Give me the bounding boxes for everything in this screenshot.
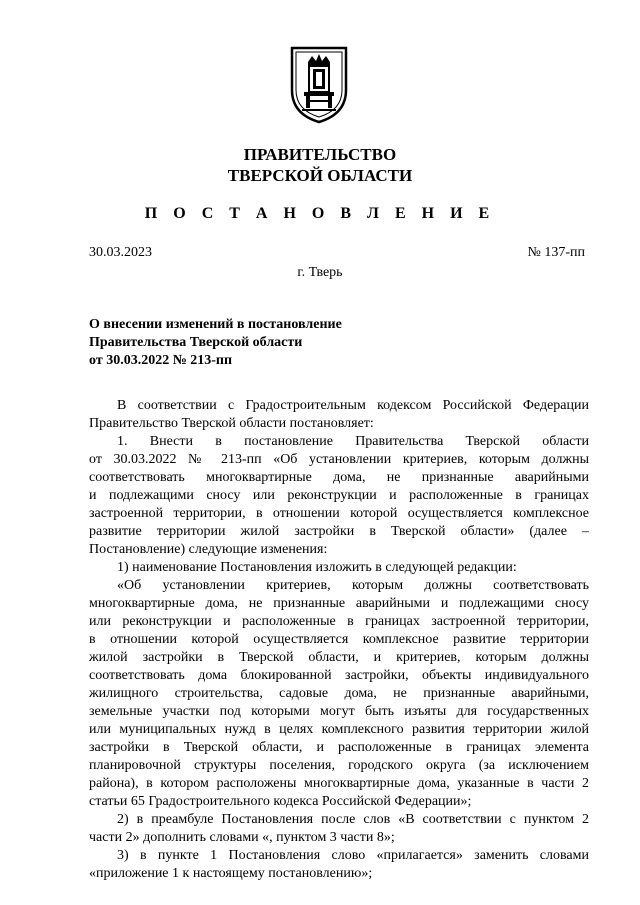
body-line: земельные участки под которыми могут быть изъяты для государственных	[89, 704, 589, 719]
body-line: «Об установлении критериев, которым должны соответствовать	[117, 578, 589, 593]
body-line: планировочной структуры поселения, городского округа (за исключением	[89, 758, 589, 773]
document-body	[89, 397, 589, 883]
body-line: 1. Внести в постановление Правительства Тверской области	[117, 434, 589, 449]
body-line: застройки в Тверской области, и расположенные в границах элемента	[89, 740, 589, 755]
body-line: 1) наименование Постановления изложить в следующей редакции:	[117, 560, 517, 575]
subject-line: от 30.03.2022 № 213-пп	[89, 353, 233, 368]
body-line: или реконструкции и расположенные в границах застроенной территории,	[89, 614, 589, 629]
body-line: 3) в пункте 1 Постановления слово «прилагается» заменить словами	[117, 848, 589, 863]
body-line: от 30.03.2022 № 213-пп «Об установлении критериев, которым должны	[89, 452, 589, 467]
document-city: г. Тверь	[297, 265, 343, 280]
document-subject	[89, 316, 342, 370]
coat-of-arms-emblem	[288, 44, 350, 124]
body-line: Правительство Тверской области постановляет:	[89, 416, 374, 431]
body-line: или муниципальных нужд в целях комплексного развития территории жилой	[89, 722, 589, 737]
body-line: «приложение 1 к настоящему постановлению»;	[89, 866, 373, 881]
body-line: Постановление) следующие изменения:	[89, 542, 328, 557]
subject-line: О внесении изменений в постановление	[89, 317, 342, 332]
body-line: жилищного строительства, садовые дома, не признанные аварийными,	[89, 686, 589, 701]
document-type-title: П О С Т А Н О В Л Е Н И Е	[144, 205, 496, 222]
body-line: и подлежащими сносу или реконструкции и расположенные в границах	[89, 488, 589, 503]
body-line: района), в котором расположены многоквартирные дома, указанные в части 2	[89, 776, 589, 791]
body-line: застроенной территории, в отношении которой осуществляется комплексное	[89, 506, 589, 521]
body-line: соответствовать многоквартирные дома, не признанные аварийными	[89, 470, 589, 485]
body-line: в отношении которой осуществляется комплексное развитие территории	[89, 632, 589, 647]
body-line: развитие территории жилой застройки в Тверской области» (далее –	[89, 524, 589, 539]
body-line: статьи 65 Градостроительного кодекса Российской Федерации»;	[89, 794, 472, 809]
body-line: части 2» дополнить словами «, пунктом 3 части 8»;	[89, 830, 395, 845]
government-name-line1: ПРАВИТЕЛЬСТВО	[243, 145, 397, 164]
body-line: 2) в преамбуле Постановления после слов «В соответствии с пунктом 2	[117, 812, 589, 827]
body-line: соответствовать дома блокированной застройки, объекты индивидуального	[89, 668, 589, 683]
document-number: № 137-пп	[527, 245, 585, 260]
body-line: В соответствии с Градостроительным кодексом Российской Федерации	[117, 398, 589, 413]
subject-line: Правительства Тверской области	[89, 335, 303, 350]
body-line: жилой застройки в Тверской области, и критериев, которым должны	[89, 650, 589, 665]
body-line: многоквартирные дома, не признанные аварийными и подлежащими сносу	[89, 596, 589, 611]
document-date: 30.03.2023	[89, 245, 152, 260]
government-name-line2: ТВЕРСКОЙ ОБЛАСТИ	[227, 166, 413, 185]
